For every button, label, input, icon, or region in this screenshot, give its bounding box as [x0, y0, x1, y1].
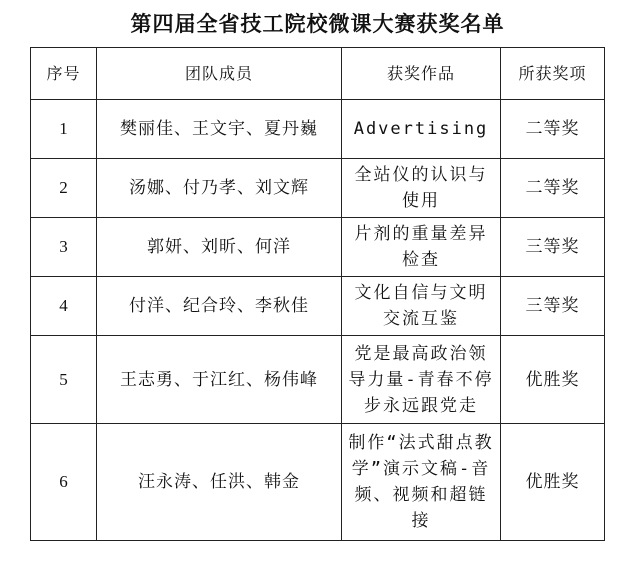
row-prize: 三等奖: [501, 277, 605, 336]
header-team: [97, 48, 342, 100]
row-team: 樊丽佳、王文宇、夏丹巍: [97, 100, 342, 159]
table-row: [31, 100, 605, 159]
row-team: 汤娜、付乃孝、刘文辉: [97, 159, 342, 218]
row-no: 3: [31, 218, 97, 277]
table-row: [31, 218, 605, 277]
header-no: [31, 48, 97, 100]
table-row: [31, 159, 605, 218]
row-prize: 二等奖: [501, 100, 605, 159]
row-prize: 三等奖: [501, 218, 605, 277]
table-row: [31, 277, 605, 336]
row-work-text: 党是最高政治领导力量-青春不停步永远跟党走: [348, 343, 494, 416]
row-team: 付洋、纪合玲、李秋佳: [97, 277, 342, 336]
row-work: [342, 100, 501, 159]
table-row: [31, 336, 605, 424]
table-header-row: [31, 48, 605, 100]
header-team-label: 团队成员: [184, 63, 253, 83]
table-row: [31, 424, 605, 541]
row-prize: 优胜奖: [501, 424, 605, 541]
row-team: 王志勇、于江红、杨伟峰: [97, 336, 342, 424]
page-title: 第四届全省技工院校微课大赛获奖名单: [130, 11, 505, 36]
row-prize: 二等奖: [501, 159, 605, 218]
row-work-text: Advertising: [353, 119, 489, 139]
row-no: 2: [31, 159, 97, 218]
row-work-text: 全站仪的认识与使用: [354, 165, 488, 211]
row-work-text: 制作“法式甜点教学”演示文稿-音频、视频和超链接: [348, 433, 494, 531]
header-work: [342, 48, 501, 100]
row-prize: 优胜奖: [501, 336, 605, 424]
row-work: [342, 336, 501, 424]
row-work: [342, 424, 501, 541]
header-prize-label: 所获奖项: [518, 63, 587, 83]
header-work-label: 获奖作品: [386, 63, 455, 83]
row-work: [342, 218, 501, 277]
row-no: 4: [31, 277, 97, 336]
row-no: 1: [31, 100, 97, 159]
award-table: [30, 47, 605, 541]
header-no-label: 序号: [46, 63, 81, 83]
row-no: 5: [31, 336, 97, 424]
header-prize: [501, 48, 605, 100]
row-work-text: 文化自信与文明交流互鉴: [354, 283, 488, 329]
row-work: [342, 159, 501, 218]
row-team: 汪永涛、任洪、韩金: [97, 424, 342, 541]
row-work-text: 片剂的重量差异检查: [354, 224, 488, 270]
row-team: 郭妍、刘昕、何洋: [97, 218, 342, 277]
row-no: 6: [31, 424, 97, 541]
row-work: [342, 277, 501, 336]
